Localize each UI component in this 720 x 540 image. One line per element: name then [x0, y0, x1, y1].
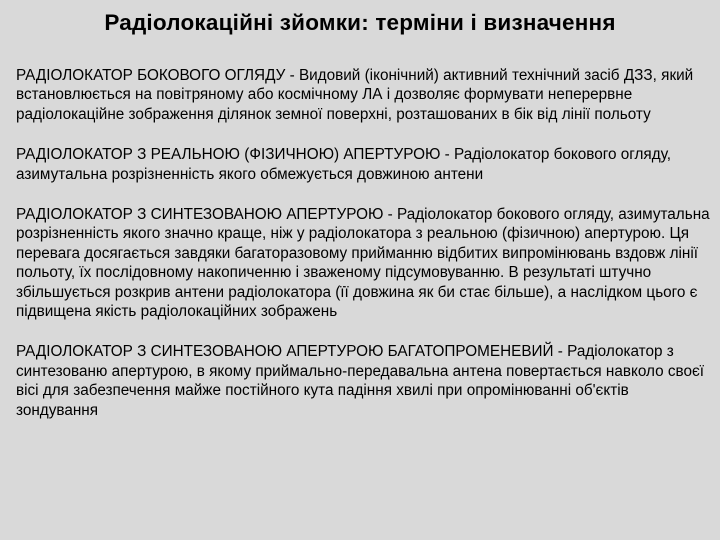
definition-item-multibeam-sar: [16, 342, 712, 420]
definition-term: РАДІОЛОКАТОР БОКОВОГО ОГЛЯДУ: [16, 67, 286, 84]
definition-separator: -: [383, 206, 398, 224]
definition-term: РАДІОЛОКАТОР З СИНТЕЗОВАНОЮ АПЕРТУРОЮ БАГАТОПРОМЕНЕВИЙ: [16, 343, 554, 361]
definition-description: Радіолокатор бокового огляду, азимутальна розрізненність якого значно краще, ніж у радіолокатора з реальною (фізичною) апертурою. Ця перевага досягається завдяки багаторазовому прийманню відбитих випромінювань вздовж лінії польоту, їх послідовному накопиченню і зваженому підсумовуванню. В результаті штучно збільшується розкрив антени радіолокатора (її довжина як би стає більше), а наслідком цього є підвищена якість радіолокаційних зображень: [16, 206, 710, 321]
definition-term: РАДІОЛОКАТОР З РЕАЛЬНОЮ (ФІЗИЧНОЮ) АПЕРТУРОЮ: [16, 146, 441, 164]
definition-separator: -: [553, 343, 568, 361]
definition-description: Радіолокатор з синтезованю апертурою, в якому приймально-передавальна антена повертається навколо своєї вісі для забезпечення майже постійного кута падіння хвилі при опромінюванні об'єктів зондування: [16, 343, 705, 419]
definition-item-synthetic-aperture-radar: [16, 205, 712, 321]
definition-description: Видовий (іконічний) активний технічний засіб ДЗЗ, який встановлюється на повітряному або космічному ЛА і дозволяє формувати неперервне радіолокаційне зображення ділянок земної поверхні, розташованих в бік від лінії польоту: [16, 67, 694, 123]
definition-term: РАДІОЛОКАТОР З СИНТЕЗОВАНОЮ АПЕРТУРОЮ: [16, 206, 384, 224]
definition-item-side-looking-radar: [16, 66, 712, 124]
definition-description: Радіолокатор бокового огляду, азимутальна розрізненність якого обмежується довжиною антени: [16, 146, 671, 183]
definition-separator: -: [285, 67, 299, 84]
definitions-list: [16, 66, 712, 441]
definition-separator: -: [440, 146, 455, 164]
page-title: Радіолокаційні зйомки: терміни і визначення: [104, 10, 616, 35]
definition-item-real-aperture-radar: [16, 145, 712, 184]
